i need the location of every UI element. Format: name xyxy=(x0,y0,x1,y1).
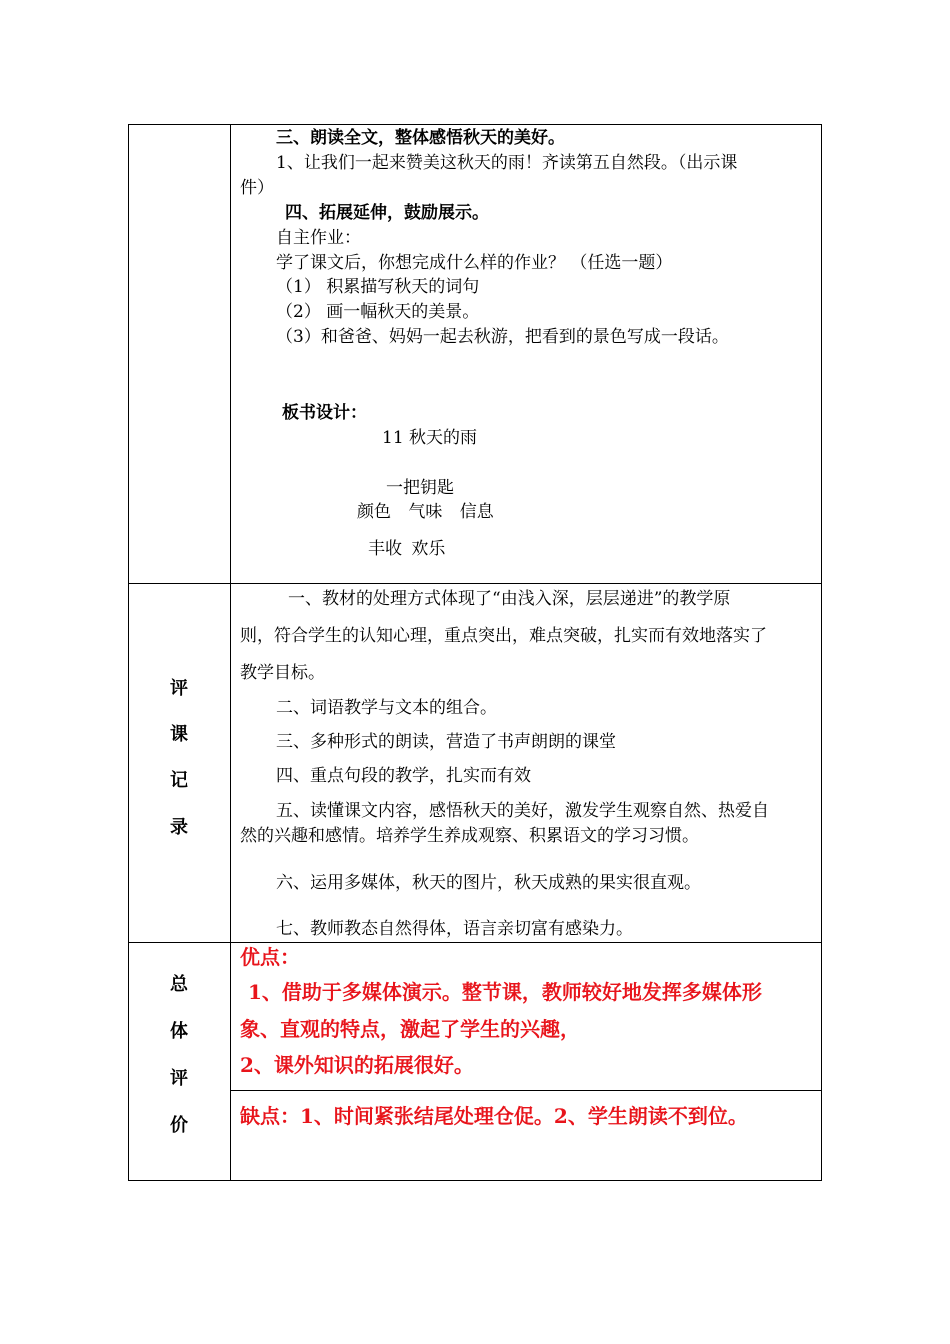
review-point-5-line-2: 然的兴趣和感情。培养学生养成观察、积累语文的学习习惯。 xyxy=(240,826,699,846)
table-row-lesson-content xyxy=(230,124,822,584)
homework-question: 学了课文后，你想完成什么样的作业？ （任选一题） xyxy=(276,253,673,273)
review-label-2: 课 xyxy=(170,724,188,745)
review-point-1-line-3: 教学目标。 xyxy=(240,663,325,683)
board-design-label: 板书设计： xyxy=(282,403,367,423)
review-point-1-line-1: 一、教材的处理方式体现了“由浅入深，层层递进”的教学原 xyxy=(288,589,731,609)
homework-option-1: （1） 积累描写秋天的词句 xyxy=(276,277,480,297)
review-point-1-line-2: 则，符合学生的认知心理，重点突出，难点突破，扎实而有效地落实了 xyxy=(240,626,767,646)
review-label-3: 记 xyxy=(170,770,188,791)
pros-title: 优点： xyxy=(240,945,300,969)
section3-line1: 1、让我们一起来赞美这秋天的雨！齐读第五自然段。（出示课 xyxy=(276,153,738,173)
overall-label-4: 价 xyxy=(170,1115,188,1136)
review-point-7: 七、教师教态自然得体，语言亲切富有感染力。 xyxy=(276,919,633,939)
table-row-lesson-left xyxy=(128,124,231,584)
section4-title: 四、拓展延伸，鼓励展示。 xyxy=(285,203,489,223)
pros-line-3: 2、课外知识的拓展很好。 xyxy=(240,1053,474,1077)
overall-label-2: 体 xyxy=(170,1021,188,1042)
homework-label: 自主作业： xyxy=(276,228,361,248)
review-point-3: 三、多种形式的朗读，营造了书声朗朗的课堂 xyxy=(276,732,616,752)
pros-line-2: 象、直观的特点，激起了学生的兴趣， xyxy=(240,1017,580,1041)
review-point-2: 二、词语教学与文本的组合。 xyxy=(276,698,497,718)
homework-option-3: （3）和爸爸、妈妈一起去秋游，把看到的景色写成一段话。 xyxy=(276,327,729,347)
review-point-4: 四、重点句段的教学，扎实而有效 xyxy=(276,766,531,786)
pros-line-1: 1、借助于多媒体演示。整节课，教师较好地发挥多媒体形 xyxy=(248,980,762,1004)
review-label-1: 评 xyxy=(170,678,188,699)
board-row-2: 丰收 欢乐 xyxy=(368,539,446,559)
overall-label-1: 总 xyxy=(170,974,188,995)
board-title: 11 秋天的雨 xyxy=(382,428,478,448)
board-key: 一把钥匙 xyxy=(386,478,454,498)
homework-option-2: （2） 画一幅秋天的美景。 xyxy=(276,302,480,322)
section3-title: 三、朗读全文，整体感悟秋天的美好。 xyxy=(276,128,565,148)
cons-text: 缺点：1、时间紧张结尾处理仓促。2、学生朗读不到位。 xyxy=(240,1104,748,1128)
board-row-1: 颜色 气味 信息 xyxy=(357,502,494,522)
overall-label-3: 评 xyxy=(170,1068,188,1089)
review-point-6: 六、运用多媒体，秋天的图片，秋天成熟的果实很直观。 xyxy=(276,873,701,893)
review-point-5-line-1: 五、读懂课文内容，感悟秋天的美好，激发学生观察自然、热爱自 xyxy=(276,801,769,821)
table-row-review-label xyxy=(128,583,231,943)
review-label-4: 录 xyxy=(170,817,188,838)
section3-line1-cont: 件） xyxy=(240,178,274,198)
